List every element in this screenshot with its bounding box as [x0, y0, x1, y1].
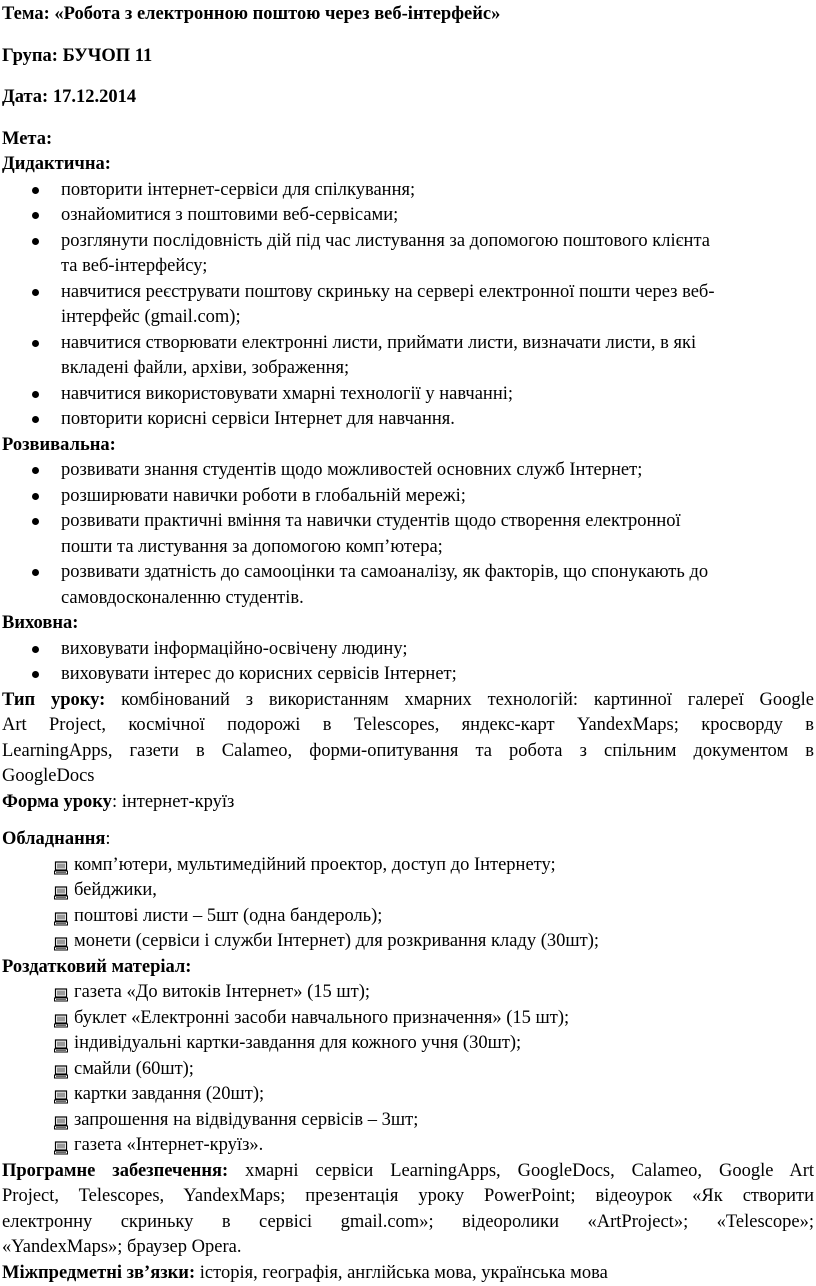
topic-line — [2, 2, 814, 28]
computer-icon — [54, 858, 68, 872]
software-paragraph: Програмне забезпечення: хмарні сервіси LearningApps, GoogleDocs, Calameo, Google Art Project, Telescopes, YandexMaps; презентація уроку PowerPoint; відеоурок «Як створити електронну скриньку в сервісі gmail.com»; відеоролики «ArtProject»; «Telescope»; «YandexMaps»; браузер Opera. — [2, 1159, 814, 1261]
didactic-heading: Дидактична: — [2, 152, 814, 178]
handout-heading: Роздатковий матеріал: — [2, 955, 814, 981]
list-item: газета «Інтернет-круїз». — [2, 1133, 814, 1159]
bullet-dot-icon — [32, 518, 39, 525]
lesson-type-paragraph: Тип уроку: комбінований з використанням хмарних технологій: картинної галереї Google Art Project, космічної подорожі в Telescopes, яндекс-карт YandexMaps; кросворду в LearningApps, газети в Calameo, форми-опитування та робота з спільним документом в GoogleDocs — [2, 688, 814, 790]
list-item: виховувати інформаційно-освічену людину; — [2, 637, 814, 663]
date-label: Дата: — [2, 87, 48, 107]
list-item: бейджики, — [2, 878, 814, 904]
list-item: навчитися реєструвати поштову скриньку на сервері електронної пошти через веб- інтерфейс (gmail.com); — [2, 280, 814, 331]
computer-icon — [54, 1036, 68, 1050]
topic-value: «Робота з електронною поштою через веб-інтерфейс» — [54, 4, 500, 24]
bullet-dot-icon — [32, 212, 39, 219]
handout-list — [2, 980, 814, 1159]
computer-icon — [54, 1113, 68, 1127]
computer-icon — [54, 1087, 68, 1101]
goal-heading: Мета: — [2, 127, 814, 153]
topic-label: Тема: — [2, 4, 50, 24]
bullet-dot-icon — [32, 671, 39, 678]
date-value: 17.12.2014 — [53, 87, 136, 107]
list-item: ознайомитися з поштовими веб-сервісами; — [2, 203, 814, 229]
bullet-dot-icon — [32, 340, 39, 347]
list-item: картки завдання (20шт); — [2, 1082, 814, 1108]
list-item: буклет «Електронні засоби навчального призначення» (15 шт); — [2, 1006, 814, 1032]
interdisciplinary-label: Міжпредметні зв’язки: — [2, 1263, 195, 1283]
equipment-list — [2, 853, 814, 955]
list-item: запрошення на відвідування сервісів – 3шт; — [2, 1108, 814, 1134]
lesson-form-label: Форма уроку — [2, 792, 112, 812]
list-item: розглянути послідовність дій під час листування за допомогою поштового клієнта та веб-інтерфейсу; — [2, 229, 814, 280]
computer-icon — [54, 1062, 68, 1076]
software-label: Програмне забезпечення: — [2, 1161, 228, 1181]
document-page — [0, 2, 816, 1239]
educational-heading: Виховна: — [2, 611, 814, 637]
bullet-dot-icon — [32, 391, 39, 398]
list-item: індивідуальні картки-завдання для кожного учня (30шт); — [2, 1031, 814, 1057]
computer-icon — [54, 1011, 68, 1025]
bullet-dot-icon — [32, 187, 39, 194]
computer-icon — [54, 909, 68, 923]
list-item: розвивати здатність до самооцінки та самоаналізу, як факторів, що спонукають до самовдосконаленню студентів. — [2, 560, 814, 611]
list-item: поштові листи – 5шт (одна бандероль); — [2, 904, 814, 930]
list-item: навчитися використовувати хмарні технології у навчанні; — [2, 382, 814, 408]
computer-icon — [54, 985, 68, 999]
bullet-dot-icon — [32, 493, 39, 500]
bullet-dot-icon — [32, 646, 39, 653]
group-value: БУЧОП 11 — [63, 46, 153, 66]
list-item: навчитися створювати електронні листи, приймати листи, визначати листи, в які вкладені файли, архіви, зображення; — [2, 331, 814, 382]
bullet-dot-icon — [32, 238, 39, 245]
computer-icon — [54, 934, 68, 948]
list-item: монети (сервіси і служби Інтернет) для розкривання кладу (30шт); — [2, 929, 814, 955]
bullet-dot-icon — [32, 289, 39, 296]
list-item: повторити інтернет-сервіси для спілкування; — [2, 178, 814, 204]
list-item: розширювати навички роботи в глобальній мережі; — [2, 484, 814, 510]
didactic-list — [2, 178, 814, 433]
group-line — [2, 44, 814, 70]
bullet-dot-icon — [32, 569, 39, 576]
bullet-dot-icon — [32, 467, 39, 474]
lesson-form-line: Форма уроку: інтернет-круїз — [2, 790, 814, 816]
educational-list — [2, 637, 814, 688]
list-item: смайли (60шт); — [2, 1057, 814, 1083]
list-item: газета «До витоків Інтернет» (15 шт); — [2, 980, 814, 1006]
list-item: комп’ютери, мультимедійний проектор, доступ до Інтернету; — [2, 853, 814, 879]
computer-icon — [54, 1138, 68, 1152]
list-item: повторити корисні сервіси Інтернет для навчання. — [2, 407, 814, 433]
group-label: Група: — [2, 46, 58, 66]
lesson-type-label: Тип уроку: — [2, 690, 105, 710]
interdisciplinary-line: Міжпредметні зв’язки: історія, географія, англійська мова, українська мова — [2, 1261, 814, 1286]
date-line — [2, 85, 814, 111]
list-item: виховувати інтерес до корисних сервісів Інтернет; — [2, 662, 814, 688]
equipment-heading: Обладнання: — [2, 827, 814, 853]
developing-list — [2, 458, 814, 611]
developing-heading: Розвивальна: — [2, 433, 814, 459]
bullet-dot-icon — [32, 416, 39, 423]
list-item: розвивати практичні вміння та навички студентів щодо створення електронної пошти та листування за допомогою комп’ютера; — [2, 509, 814, 560]
computer-icon — [54, 883, 68, 897]
list-item: розвивати знання студентів щодо можливостей основних служб Інтернет; — [2, 458, 814, 484]
